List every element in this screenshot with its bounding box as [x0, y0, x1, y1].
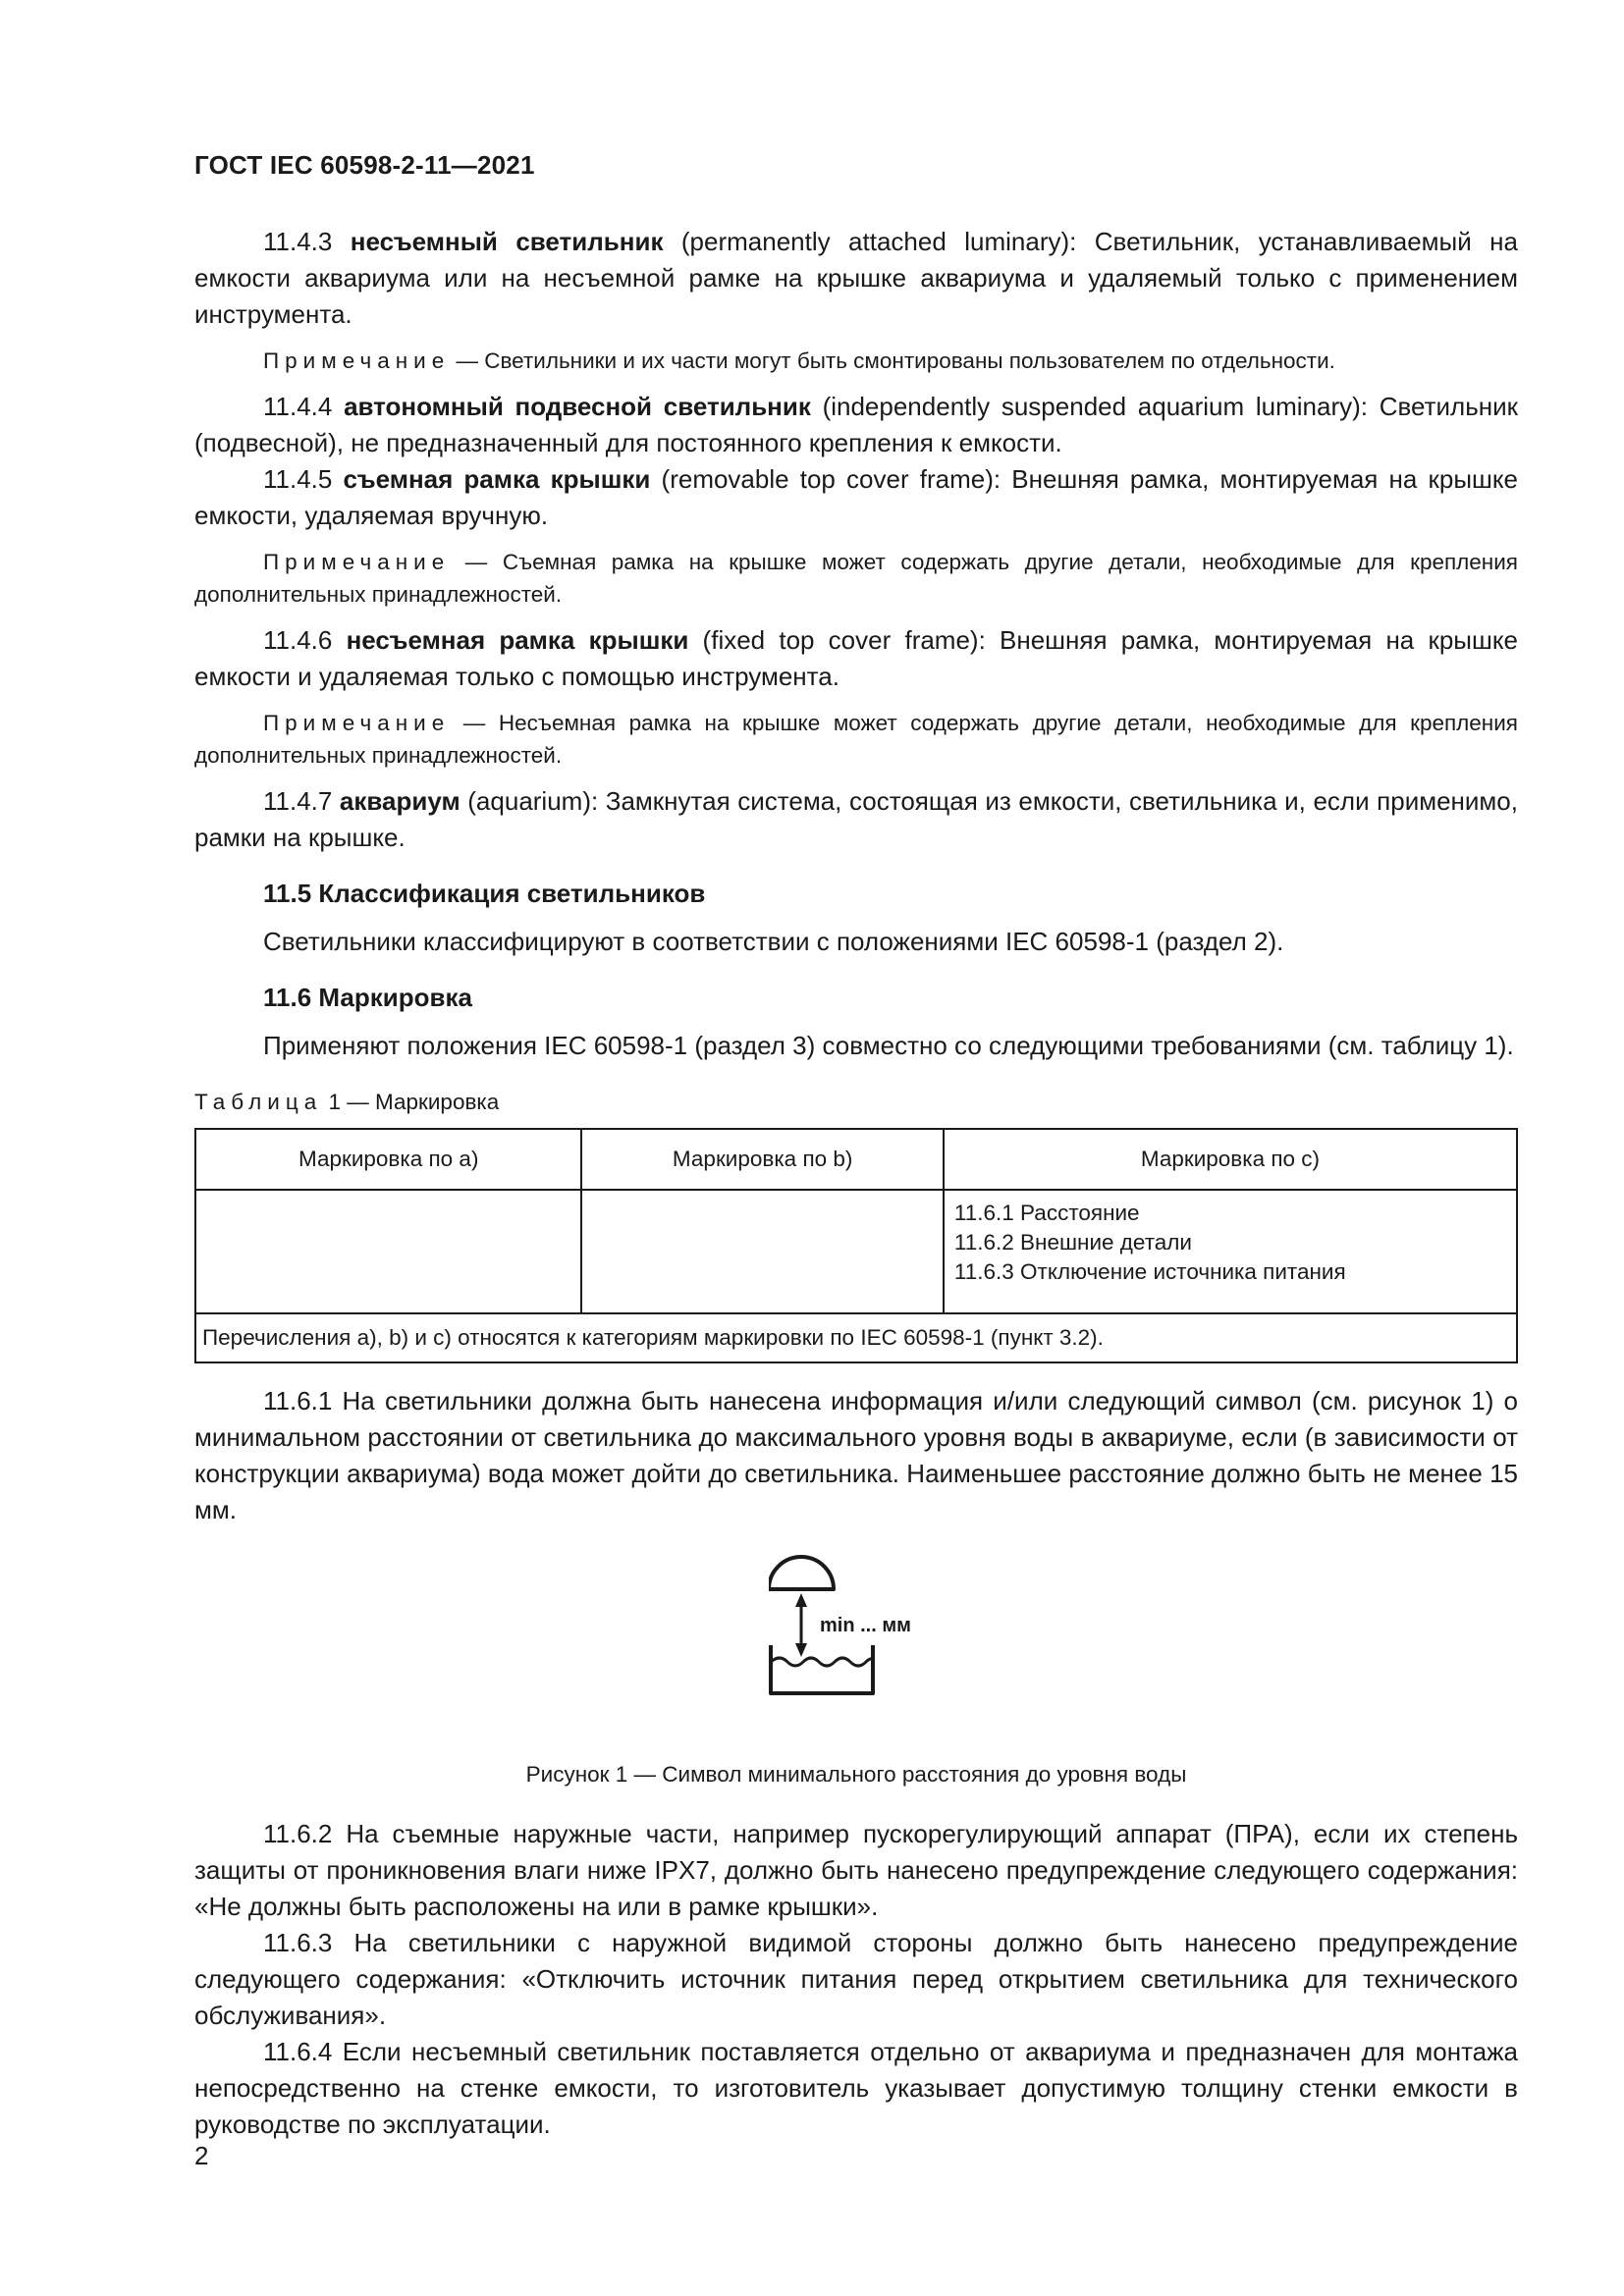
document-header: ГОСТ IEC 60598-2-11—2021	[194, 150, 535, 180]
table-footer-row	[195, 1313, 1517, 1362]
clause-11-4-7	[194, 783, 1518, 856]
clause-text: (independently suspended aquarium luminary): Светильник (подвесной), не предназначенный для постоянного крепления к емкости.	[194, 392, 1518, 457]
clause-text: (aquarium): Замкнутая система, состоящая из емкости, светильника и, если применимо, рамки на крышке.	[194, 786, 1518, 852]
clause-term: аквариум	[339, 786, 460, 816]
clause-11-6-1: 11.6.1 На светильники должна быть нанесена информация и/или следующий символ (см. рисунок 1) о минимальном расстоянии от светильника до максимального уровня воды в аквариуме, если (в зависимости от конструкции аквариума) вода может дойти до светильника. Наименьшее расстояние должно быть не менее 15 мм.	[194, 1386, 1518, 1524]
page-content	[194, 224, 1518, 2143]
list-item: 11.6.3 Отключение источника питания	[953, 1259, 1346, 1284]
clause-number: 11.4.3	[263, 227, 333, 256]
table-cell-empty	[195, 1190, 581, 1313]
clause-term: автономный подвесной светильник	[344, 392, 811, 421]
figure-caption: Рисунок 1 — Символ минимального расстояния до уровня воды	[525, 1762, 1187, 1787]
table-cell-empty	[581, 1190, 943, 1313]
clause-term: несъемный светильник	[350, 227, 664, 256]
list-item: 11.6.2 Внешние детали	[953, 1230, 1192, 1255]
table-caption-text: 1 — Маркировка	[322, 1090, 500, 1114]
note-2	[194, 546, 1518, 611]
clause-text: (permanently attached luminary): Светильник, устанавливаемый на емкости аквариума или на несъемной рамке на крышке аквариума и удаляемый только с применением инструмента.	[194, 227, 1518, 329]
arrow-head-down	[795, 1643, 807, 1657]
table-header-row	[195, 1129, 1517, 1190]
table-caption-label: Таблица	[194, 1090, 323, 1114]
clause-11-4-6	[194, 622, 1518, 695]
note-text: — Съемная рамка на крышке может содержать другие детали, необходимые для крепления дополнительных принадлежностей.	[194, 550, 1518, 607]
table-footer-cell: Перечисления а), b) и с) относятся к категориям маркировки по IEC 60598-1 (пункт 3.2).	[195, 1313, 1517, 1362]
clause-term: съемная рамка крышки	[343, 464, 651, 494]
clause-11-6-4: 11.6.4 Если несъемный светильник поставляется отдельно от аквариума и предназначен для монтажа непосредственно на стенке емкости, то изготовитель указывает допустимую толщину стенки емкости в руководстве по эксплуатации.	[194, 2037, 1518, 2139]
clause-number: 11.4.4	[263, 392, 333, 421]
note-3	[194, 707, 1518, 772]
clause-11-6-3: 11.6.3 На светильники с наружной видимой стороны должно быть нанесено предупреждение следующего содержания: «Отключить источник питания перед открытием светильника для технического обслуживания».	[194, 1928, 1518, 2030]
clause-11-4-5	[194, 461, 1518, 534]
table-cell-list	[944, 1190, 1517, 1313]
note-label: Примечание	[263, 711, 451, 735]
table-caption	[194, 1086, 1518, 1118]
marking-table	[194, 1128, 1518, 1363]
section-heading-11-5: 11.5 Классификация светильников	[263, 879, 706, 908]
clause-number: 11.4.7	[263, 786, 333, 816]
note-text: — Светильники и их части могут быть смонтированы пользователем по отдельности.	[450, 348, 1335, 373]
arrow-head-up	[795, 1593, 807, 1607]
list-item: 11.6.1 Расстояние	[953, 1201, 1140, 1225]
page-number: 2	[194, 2141, 209, 2170]
clause-text: (removable top cover frame): Внешняя рамка, монтируемая на крышке емкости, удаляемая вручную.	[194, 464, 1518, 530]
note-label: Примечание	[263, 550, 451, 574]
symbol-label: min ... мм	[820, 1615, 911, 1636]
aquarium-tank-icon	[771, 1645, 873, 1693]
water-level-icon	[771, 1658, 873, 1666]
luminaire-dome-icon	[769, 1557, 834, 1589]
table-row	[195, 1190, 1517, 1313]
section-heading-11-6: 11.6 Маркировка	[263, 983, 472, 1012]
clause-term: несъемная рамка крышки	[346, 625, 689, 655]
table-header-cell: Маркировка по b)	[581, 1129, 943, 1190]
note-text: — Несъемная рамка на крышке может содержать другие детали, необходимые для крепления дополнительных принадлежностей.	[194, 711, 1518, 768]
table-header-cell: Маркировка по а)	[195, 1129, 581, 1190]
clause-number: 11.4.5	[263, 464, 333, 494]
note-1	[194, 345, 1518, 377]
table-header-cell: Маркировка по с)	[944, 1129, 1517, 1190]
note-label: Примечание	[263, 348, 451, 373]
clause-11-6-2: 11.6.2 На съемные наружные части, например пускорегулирующий аппарат (ПРА), если их степень защиты от проникновения влаги ниже IPX7, должно быть нанесено предупреждение следующего содержания: «Не должны быть расположены на или в рамке крышки».	[194, 1819, 1518, 1921]
clause-number: 11.4.6	[263, 625, 333, 655]
min-distance-symbol	[769, 1548, 955, 1695]
paragraph-11-5: Светильники классифицируют в соответствии с положениями IEC 60598-1 (раздел 2).	[263, 927, 1284, 956]
figure-1	[194, 1548, 1518, 1756]
clause-11-4-3	[194, 224, 1518, 333]
clause-text: (fixed top cover frame): Внешняя рамка, монтируемая на крышке емкости и удаляемая только с помощью инструмента.	[194, 625, 1518, 691]
clause-11-4-4	[194, 389, 1518, 461]
paragraph-11-6: Применяют положения IEC 60598-1 (раздел 3) совместно со следующими требованиями (см. таблицу 1).	[263, 1031, 1514, 1060]
